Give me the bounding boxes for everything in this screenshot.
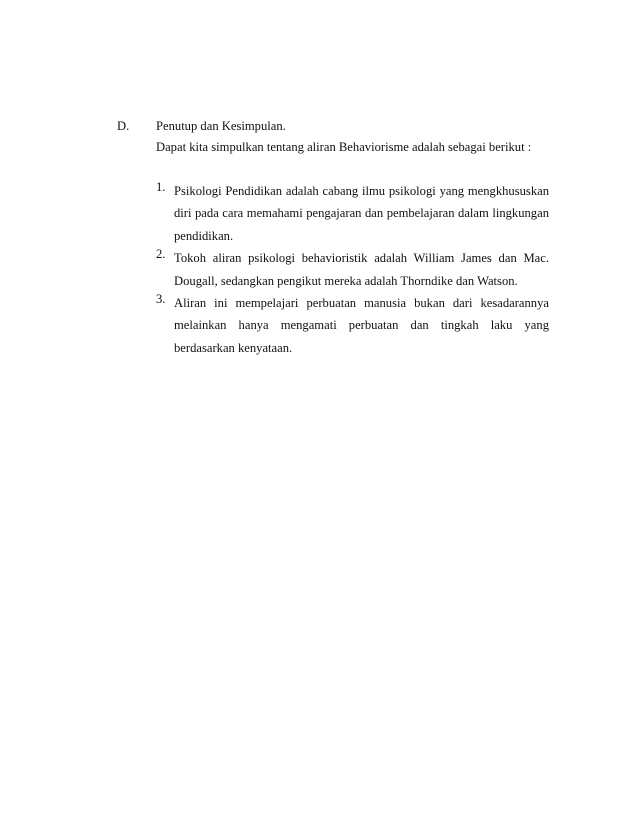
list-item-text: Psikologi Pendidikan adalah cabang ilmu psikologi yang mengkhususkan diri pada cara memahami pengajaran dan pembelajaran dalam lingkungan pendidikan.	[174, 184, 549, 243]
list-item	[156, 247, 549, 292]
list-item-text: Aliran ini mempelajari perbuatan manusia bukan dari kesadarannya melainkan hanya mengamati perbuatan dan tingkah laku yang berdasarkan kenyataan.	[174, 296, 549, 355]
list-item-number: 1.	[156, 180, 166, 194]
list-item-number: 3.	[156, 292, 166, 307]
list-item-text: Tokoh aliran psikologi behavioristik adalah William James dan Mac. Dougall, sedangkan pengikut mereka adalah Thorndike dan Watson.	[174, 251, 549, 288]
conclusion-list	[156, 180, 549, 359]
section-title: Penutup dan Kesimpulan.	[156, 119, 286, 133]
intro-paragraph: Dapat kita simpulkan tentang aliran Behaviorisme adalah sebagai berikut :	[156, 140, 532, 154]
list-item	[156, 180, 549, 247]
section-letter: D.	[117, 119, 130, 133]
list-item	[156, 292, 549, 359]
list-item-number: 2.	[156, 247, 166, 262]
